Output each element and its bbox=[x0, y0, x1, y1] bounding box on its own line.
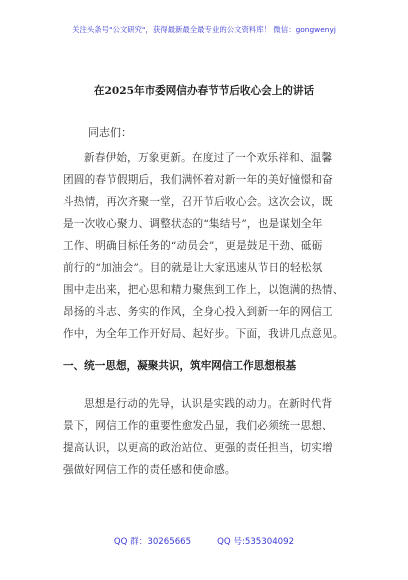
section-heading-1: 一、统一思想，凝聚共识，筑牢网信工作思想根基 bbox=[63, 360, 297, 372]
qq-number: QQ 号:535304092 bbox=[217, 537, 295, 547]
text-line: 工作、明确目标任务的“动员会”，更是鼓足干劲、砥砺 bbox=[63, 240, 323, 252]
paragraph-section1 bbox=[63, 393, 345, 481]
paragraph-intro bbox=[63, 147, 345, 345]
text-line: 作中，为全年工作开好局、起好步。下面，我讲几点意见。 bbox=[63, 328, 344, 340]
header-promo-note: 关注头条号"公文研究"，获得最新最全最专业的公文资料库！ 微信：gongwenyj bbox=[72, 25, 336, 34]
salutation: 同志们： bbox=[88, 126, 132, 139]
text-line: 团圆的春节假期后，我们满怀着对新一年的美好憧憬和奋 bbox=[63, 174, 333, 186]
text-line: 提高认识，以更高的政治站位、更强的责任担当，切实增 bbox=[63, 442, 333, 454]
footer-contact bbox=[0, 535, 408, 547]
text-line: 前行的“加油会”。目的就是让大家迅速从节日的轻松氛 bbox=[63, 262, 323, 274]
text-line: 斗热情，再次齐聚一堂，召开节后收心会。这次会议，既 bbox=[63, 196, 333, 208]
text-line: 围中走出来，把心思和精力聚焦到工作上，以饱满的热情、 bbox=[63, 284, 344, 296]
text-line: 思想是行动的先导，认识是实践的动力。在新时代背 bbox=[84, 398, 333, 410]
text-line: 昂扬的斗志、务实的作风，全身心投入到新一年的网信工 bbox=[63, 306, 333, 318]
text-line: 是一次收心聚力、调整状态的“集结号”，也是谋划全年 bbox=[63, 218, 323, 230]
document-title: 在2025年市委网信办春节节后收心会上的讲话 bbox=[93, 85, 315, 97]
text-line: 新春伊始，万象更新。在度过了一个欢乐祥和、温馨 bbox=[84, 152, 333, 164]
text-line: 景下，网信工作的重要性愈发凸显，我们必须统一思想、 bbox=[63, 420, 333, 432]
text-line: 强做好网信工作的责任感和使命感。 bbox=[63, 464, 236, 476]
qq-group-number: QQ 群：30265665 bbox=[113, 537, 192, 547]
